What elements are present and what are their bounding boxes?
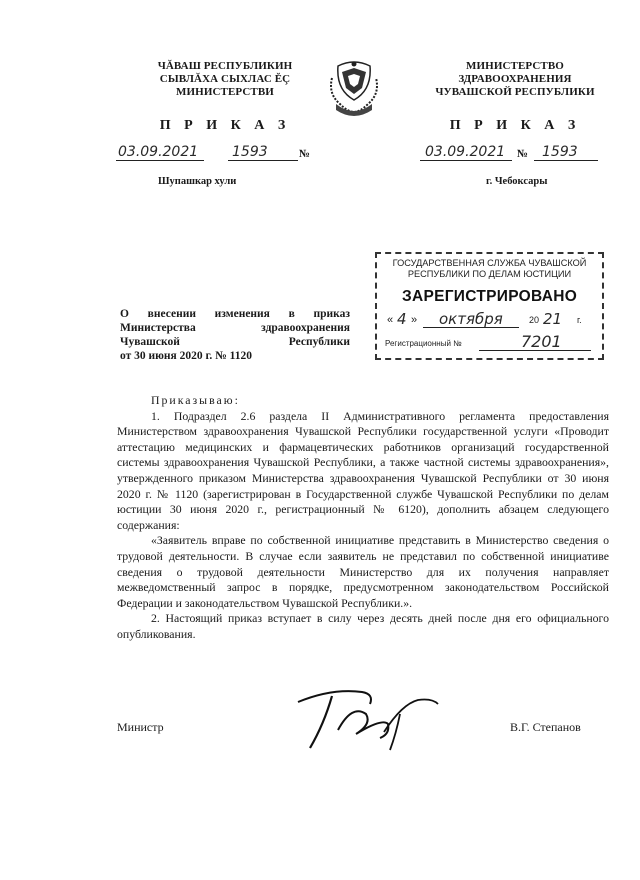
left-number-line [228,160,298,161]
signer-name: В.Г. Степанов [510,720,581,734]
right-header-line2: ЗДРАВООХРАНЕНИЯ [458,73,572,85]
left-date-line [116,160,204,161]
right-date-line [420,160,512,161]
handwritten-signature [292,684,442,756]
stamp-year-g: г. [577,315,582,325]
stamp-day: 4 [397,310,407,328]
stamp-line2: РЕСПУБЛИКИ ПО ДЕЛАМ ЮСТИЦИИ [407,269,572,279]
stamp-year-prefix: 20 [529,315,540,325]
body-order-verb: Приказываю: [151,393,240,407]
body-paragraph-1: 1. Подраздел 2.6 раздела II Административного регламента предоставления Министерством здравоохранения Чувашской Республики государственной услуги «Проводит аттестацию медицинских и фармацевтических работников организаций государственной системы здравоохранения Чувашской Республики, а также частной системы здравоохранения», утвержденного приказом Министерства здравоохранения Чувашской Республики от 30 июня 2020 г. № 1120 (зарегистрирован в Государственной службе Чувашской Республики по делам юстиции 30 июня 2020 г., регистрационный № 6120), дополнить абзацем следующего содержания: [117,408,609,532]
left-order-title: П Р И К А З [159,118,291,133]
stamp-title: ЗАРЕГИСТРИРОВАНО [401,288,578,305]
subject-line4: от 30 июня 2020 г. № 1120 [120,350,252,362]
left-order-number: 1593 [232,144,268,160]
stamp-reg-line [479,350,591,351]
body-paragraph-3: 2. Настоящий приказ вступает в силу через десять дней после дня его официального опубликования. [117,611,609,641]
right-header-org [430,60,600,99]
emblem-icon [328,60,380,122]
left-number-sign: № [299,148,311,160]
stamp-reg-number: 7201 [521,332,562,351]
stamp-reg-row [381,332,598,352]
right-order-number: 1593 [542,144,578,160]
signature-icon [292,684,442,756]
registration-stamp [375,252,604,360]
order-subject [120,307,350,363]
right-number-line [534,160,598,161]
left-header-line3: МИНИСТЕРСТВИ [176,86,274,98]
body-paragraph-2: «Заявитель вправе по собственной инициативе представить в Министерство сведения о трудовой деятельности. В случае если заявитель не представил по собственной инициативе сведения о трудовой деятельности Министерство для их получения направляет межведомственный запрос в порядке, предусмотренном законодательством Российской Федерации и законодательством Чувашской Республики.». [117,533,609,610]
subject-line2: Министерства здравоохранения [120,322,350,334]
right-order-date: 03.09.2021 [425,144,506,160]
stamp-date-row [381,310,598,330]
stamp-month: октября [439,310,503,328]
left-header-line2: СЫВЛĂХА СЫХЛАС ĔÇ [159,73,291,85]
left-city: Шупашкар хули [158,176,237,187]
right-header-line1: МИНИСТЕРСТВО [466,60,564,72]
stamp-year-suffix: 21 [543,310,563,328]
right-number-sign: № [517,148,529,160]
stamp-line1: ГОСУДАРСТВЕННАЯ СЛУЖБА ЧУВАШСКОЙ [392,258,587,268]
signer-position: Министр [117,720,164,734]
subject-line1: О внесении изменения в приказ [120,308,350,320]
stamp-quote-close: » [411,314,418,326]
right-city: г. Чебоксары [486,176,548,187]
left-order-date: 03.09.2021 [118,144,199,160]
stamp-quote-open: « [387,314,394,326]
stamp-reg-label: Регистрационный № [385,339,462,348]
subject-line3: Чувашской Республики [120,336,350,348]
right-order-title: П Р И К А З [449,118,581,133]
coat-of-arms-emblem [328,60,380,122]
left-header-line1: ЧĂВАШ РЕСПУБЛИКИН [157,60,293,72]
order-body [117,393,609,643]
left-header-org [130,60,320,99]
stamp-month-line [423,327,519,328]
right-header-line3: ЧУВАШСКОЙ РЕСПУБЛИКИ [435,86,595,98]
